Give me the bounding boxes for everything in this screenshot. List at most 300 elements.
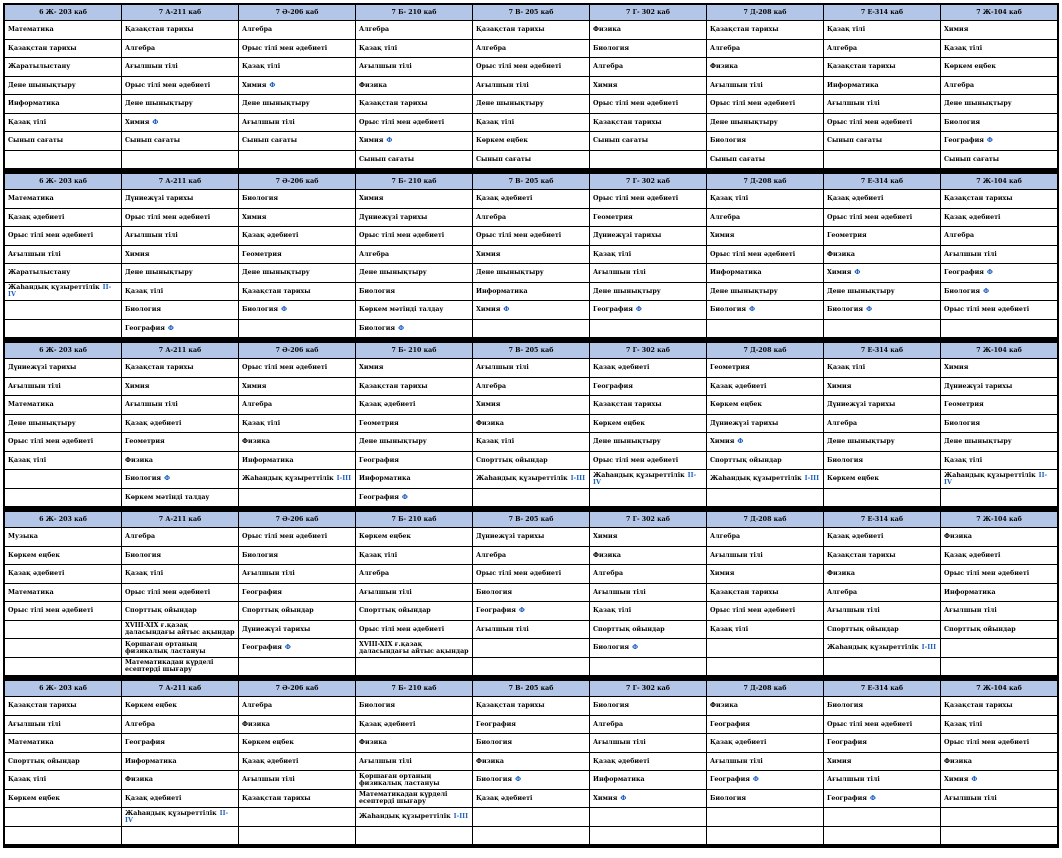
subject-text: Биология xyxy=(476,776,513,784)
subject-text: Орыс тілі мен әдебиеті xyxy=(125,213,211,221)
subject-text: Сынып сағаты xyxy=(944,155,1000,163)
column-header: 7 Ж-104 каб xyxy=(941,681,1058,697)
subject-text: Химия xyxy=(125,118,150,126)
subject-text: География xyxy=(242,588,282,596)
table-row xyxy=(5,697,1058,716)
schedule-cell xyxy=(356,301,473,320)
schedule-cell xyxy=(239,657,356,676)
schedule-cell xyxy=(473,602,590,621)
schedule-cell xyxy=(824,697,941,716)
subject-text: Қазақстан тарихы xyxy=(125,26,194,34)
subject-text: Химия xyxy=(827,382,852,390)
schedule-cell xyxy=(590,113,707,132)
subject-suffix: Ф xyxy=(503,306,510,314)
subject-text: Қазақ әдебиеті xyxy=(242,232,299,240)
column-header: 7 А-211 каб xyxy=(122,174,239,190)
subject-text: Химия xyxy=(944,364,969,372)
subject-text: Алгебра xyxy=(242,26,273,34)
column-header: 7 Б- 210 каб xyxy=(356,512,473,528)
subject-text: Орыс тілі мен әдебиеті xyxy=(710,250,796,258)
subject-text: Орыс тілі мен әдебиеті xyxy=(944,570,1030,578)
subject-text: Ағылшын тілі xyxy=(8,720,61,728)
subject-text: Геометрия xyxy=(242,250,282,258)
subject-text: Жаһандық құзыреттілік xyxy=(242,475,334,483)
subject-text: Химия xyxy=(125,250,150,258)
subject-text: Химия xyxy=(944,776,969,784)
schedule-cell xyxy=(941,808,1058,827)
subject-text: Қазақстан тарихы xyxy=(242,794,311,802)
schedule-cell xyxy=(473,565,590,584)
subject-text: Дүниежүзі тарихы xyxy=(593,232,662,240)
subject-text: Қазақ тілі xyxy=(476,118,515,126)
schedule-cell xyxy=(590,264,707,283)
subject-text: Физика xyxy=(593,26,621,34)
column-header: 6 Ж- 203 каб xyxy=(5,681,122,697)
subject-text: Алгебра xyxy=(125,720,156,728)
schedule-cell xyxy=(707,377,824,396)
column-header: 7 А-211 каб xyxy=(122,343,239,359)
schedule-cell xyxy=(824,546,941,565)
schedule-cell xyxy=(122,583,239,602)
subject-text: Орыс тілі мен әдебиеті xyxy=(593,195,679,203)
schedule-cell xyxy=(356,752,473,771)
schedule-cell xyxy=(824,451,941,470)
subject-text: География xyxy=(125,739,165,747)
subject-text: Орыс тілі мен әдебиеті xyxy=(8,438,94,446)
subject-text: Қазақ әдебиеті xyxy=(8,570,65,578)
subject-text: Қазақ әдебиеті xyxy=(476,794,533,802)
subject-text: Қазақстан тарихы xyxy=(125,364,194,372)
schedule-cell xyxy=(356,602,473,621)
subject-text: Көркем еңбек xyxy=(710,401,762,409)
header-row xyxy=(5,174,1058,190)
subject-text: Орыс тілі мен әдебиеті xyxy=(827,213,913,221)
schedule-cell xyxy=(5,58,122,77)
subject-text: Қазақ әдебиеті xyxy=(476,195,533,203)
schedule-cell xyxy=(5,227,122,246)
subject-text: Информатика xyxy=(827,81,879,89)
subject-text: Алгебра xyxy=(476,551,507,559)
schedule-cell xyxy=(590,639,707,658)
subject-text: Биология xyxy=(827,306,864,314)
subject-text: Геометрия xyxy=(710,364,750,372)
schedule-cell xyxy=(122,414,239,433)
schedule-cell xyxy=(473,414,590,433)
subject-text: Ағылшын тілі xyxy=(125,401,178,409)
schedule-cell xyxy=(5,132,122,151)
subject-text: Жаһандық құзыреттілік xyxy=(827,644,919,652)
subject-text: Химия xyxy=(827,757,852,765)
subject-text: Физика xyxy=(359,81,387,89)
subject-text: Қазақ әдебиеті xyxy=(944,213,1001,221)
subject-text: Информатика xyxy=(593,776,645,784)
subject-text: Ағылшын тілі xyxy=(125,63,178,71)
table-row xyxy=(5,620,1058,639)
schedule-cell xyxy=(473,528,590,547)
column-header: 7 Б- 210 каб xyxy=(356,5,473,21)
schedule-cell xyxy=(122,565,239,584)
schedule-cell xyxy=(122,771,239,790)
schedule-cell xyxy=(590,546,707,565)
schedule-cell xyxy=(122,639,239,658)
subject-text: Қазақ тілі xyxy=(359,551,398,559)
subject-text: Ағылшын тілі xyxy=(476,364,529,372)
subject-text: Биология xyxy=(827,456,864,464)
schedule-cell xyxy=(824,208,941,227)
schedule-cell xyxy=(590,282,707,301)
schedule-cell xyxy=(941,639,1058,658)
subject-text: Қоршаған ортаның физикалық ластануы xyxy=(359,772,440,787)
schedule-cell xyxy=(707,734,824,753)
schedule-cell xyxy=(590,76,707,95)
subject-text: География xyxy=(476,607,516,615)
schedule-cell xyxy=(473,301,590,320)
schedule-cell xyxy=(122,715,239,734)
subject-text: Қазақ тілі xyxy=(476,438,515,446)
schedule-cell xyxy=(707,190,824,209)
subject-text: Көркем еңбек xyxy=(8,551,60,559)
schedule-cell xyxy=(356,488,473,507)
column-header: 7 Е-314 каб xyxy=(824,174,941,190)
schedule-cell xyxy=(5,282,122,301)
schedule-cell xyxy=(824,150,941,169)
schedule-cell xyxy=(5,359,122,378)
subject-text: География xyxy=(944,137,984,145)
schedule-cell xyxy=(356,826,473,845)
subject-text: Қазақ әдебиеті xyxy=(827,533,884,541)
schedule-cell xyxy=(707,208,824,227)
subject-text: Алгебра xyxy=(593,570,624,578)
table-row xyxy=(5,113,1058,132)
column-header: 7 Б- 210 каб xyxy=(356,174,473,190)
subject-text: Дене шынықтыру xyxy=(125,269,193,277)
schedule-cell xyxy=(707,359,824,378)
schedule-cell xyxy=(707,451,824,470)
subject-text: Алгебра xyxy=(593,720,624,728)
schedule-cell xyxy=(239,433,356,452)
schedule-cell xyxy=(824,377,941,396)
subject-text: Ағылшын тілі xyxy=(359,63,412,71)
column-header: 7 Ж-104 каб xyxy=(941,343,1058,359)
subject-text: Алгебра xyxy=(359,26,390,34)
subject-text: Жаратылыстану xyxy=(8,63,71,71)
subject-suffix: Ф xyxy=(854,269,861,277)
subject-text: Қазақстан тарихы xyxy=(944,702,1013,710)
table-row xyxy=(5,488,1058,507)
schedule-cell xyxy=(473,95,590,114)
subject-text: Ағылшын тілі xyxy=(827,607,880,615)
header-row xyxy=(5,681,1058,697)
subject-suffix: Ф xyxy=(869,794,876,802)
table-row xyxy=(5,359,1058,378)
schedule-cell xyxy=(473,396,590,415)
column-header: 7 В- 205 каб xyxy=(473,174,590,190)
schedule-cell xyxy=(707,76,824,95)
subject-text: Ағылшын тілі xyxy=(710,551,763,559)
subject-text: Қазақ әдебиеті xyxy=(125,419,182,427)
schedule-cell xyxy=(707,546,824,565)
table-row xyxy=(5,470,1058,489)
schedule-cell xyxy=(473,245,590,264)
subject-text: Алгебра xyxy=(125,44,156,52)
subject-text: Биология xyxy=(359,324,396,332)
schedule-cell xyxy=(824,58,941,77)
schedule-cell xyxy=(707,470,824,489)
header-row xyxy=(5,5,1058,21)
schedule-cell xyxy=(473,789,590,808)
schedule-cell xyxy=(239,414,356,433)
subject-text: Алгебра xyxy=(827,588,858,596)
subject-text: Ағылшын тілі xyxy=(476,81,529,89)
schedule-cell xyxy=(239,132,356,151)
schedule-cell xyxy=(590,39,707,58)
table-row xyxy=(5,826,1058,845)
schedule-cell xyxy=(122,602,239,621)
table-row xyxy=(5,414,1058,433)
schedule-cell xyxy=(941,488,1058,507)
subject-text: Ағылшын тілі xyxy=(827,776,880,784)
subject-text: Химия xyxy=(359,137,384,145)
schedule-cell xyxy=(941,715,1058,734)
schedule-cell xyxy=(824,488,941,507)
subject-text: Геометрия xyxy=(827,232,867,240)
subject-text: Алгебра xyxy=(710,533,741,541)
schedule-cell xyxy=(5,264,122,283)
subject-text: Қазақ тілі xyxy=(944,456,983,464)
subject-text: Қазақ тілі xyxy=(944,44,983,52)
schedule-cell xyxy=(824,771,941,790)
subject-text: Биология xyxy=(476,588,513,596)
subject-text: Химия xyxy=(476,306,501,314)
column-header: 7 В- 205 каб xyxy=(473,343,590,359)
subject-text: Қазақ тілі xyxy=(593,250,632,258)
schedule-cell xyxy=(239,620,356,639)
schedule-cell xyxy=(473,190,590,209)
subject-text: Қазақ тілі xyxy=(125,570,164,578)
subject-text: Математикадан күрделі есептерді шығару xyxy=(125,659,214,674)
schedule-cell xyxy=(824,132,941,151)
schedule-cell xyxy=(590,734,707,753)
subject-suffix: Ф xyxy=(620,794,627,802)
subject-text: Орыс тілі мен әдебиеті xyxy=(359,118,445,126)
schedule-cell xyxy=(941,208,1058,227)
schedule-cell xyxy=(473,113,590,132)
schedule-cell xyxy=(5,377,122,396)
schedule-cell xyxy=(239,58,356,77)
column-header: 7 Ә-206 каб xyxy=(239,681,356,697)
schedule-cell xyxy=(5,771,122,790)
table-row xyxy=(5,227,1058,246)
table-row xyxy=(5,95,1058,114)
schedule-cell xyxy=(707,528,824,547)
day-block xyxy=(3,679,1059,848)
schedule-cell xyxy=(122,433,239,452)
schedule-cell xyxy=(590,58,707,77)
schedule-cell xyxy=(473,132,590,151)
table-row xyxy=(5,808,1058,827)
subject-text: Биология xyxy=(242,551,279,559)
subject-suffix: Ф xyxy=(167,324,174,332)
column-header: 7 А-211 каб xyxy=(122,512,239,528)
subject-text: Орыс тілі мен әдебиеті xyxy=(359,625,445,633)
schedule-cell xyxy=(707,58,824,77)
schedule-cell xyxy=(5,301,122,320)
schedule-cell xyxy=(824,245,941,264)
schedule-cell xyxy=(590,715,707,734)
schedule-cell xyxy=(941,602,1058,621)
column-header: 7 В- 205 каб xyxy=(473,681,590,697)
schedule-cell xyxy=(239,227,356,246)
subject-text: Қазақстан тарихы xyxy=(8,702,77,710)
table-row xyxy=(5,58,1058,77)
subject-text: Жаһандық құзыреттілік xyxy=(359,813,451,821)
subject-text: Сынып сағаты xyxy=(593,137,649,145)
table-row xyxy=(5,132,1058,151)
subject-text: Химия xyxy=(359,364,384,372)
subject-text: Қазақстан тарихы xyxy=(359,382,428,390)
schedule-cell xyxy=(239,190,356,209)
schedule-cell xyxy=(707,697,824,716)
schedule-cell xyxy=(824,808,941,827)
subject-text: Биология xyxy=(125,475,162,483)
schedule-cell xyxy=(122,132,239,151)
subject-text: Спорттық ойындар xyxy=(593,625,665,633)
schedule-cell xyxy=(122,319,239,338)
schedule-cell xyxy=(122,150,239,169)
table-row xyxy=(5,639,1058,658)
subject-text: Дене шынықтыру xyxy=(242,269,310,277)
subject-suffix: I-III xyxy=(921,644,937,652)
subject-text: Алгебра xyxy=(827,44,858,52)
subject-text: Дене шынықтыру xyxy=(8,81,76,89)
schedule-cell xyxy=(707,245,824,264)
column-header: 7 Г- 302 каб xyxy=(590,174,707,190)
subject-text: Қазақ тілі xyxy=(593,607,632,615)
schedule-cell xyxy=(5,21,122,40)
subject-text: Спорттық ойындар xyxy=(359,607,431,615)
schedule-cell xyxy=(707,21,824,40)
subject-suffix: I-III xyxy=(453,813,469,821)
subject-suffix: Ф xyxy=(752,776,759,784)
subject-text: Биология xyxy=(944,118,981,126)
schedule-cell xyxy=(824,602,941,621)
subject-text: Ағылшын тілі xyxy=(359,588,412,596)
subject-text: Геометрия xyxy=(593,213,633,221)
day-table xyxy=(4,4,1058,169)
schedule-cell xyxy=(473,39,590,58)
schedule-cell xyxy=(239,319,356,338)
schedule-cell xyxy=(590,433,707,452)
subject-text: Математика xyxy=(8,739,54,747)
day-table xyxy=(4,173,1058,338)
subject-text: Биология xyxy=(593,44,630,52)
schedule-cell xyxy=(356,21,473,40)
subject-suffix: Ф xyxy=(971,776,978,784)
schedule-cell xyxy=(824,789,941,808)
schedule-cell xyxy=(239,602,356,621)
schedule-cell xyxy=(707,414,824,433)
schedule-cell xyxy=(122,546,239,565)
table-row xyxy=(5,583,1058,602)
schedule-cell xyxy=(824,734,941,753)
subject-text: Алгебра xyxy=(359,570,390,578)
subject-suffix: Ф xyxy=(986,137,993,145)
subject-suffix: Ф xyxy=(401,493,408,501)
schedule-cell xyxy=(5,639,122,658)
subject-text: Орыс тілі мен әдебиеті xyxy=(827,118,913,126)
subject-text: Математика xyxy=(8,26,54,34)
schedule-cell xyxy=(356,734,473,753)
subject-text: Қазақ тілі xyxy=(827,364,866,372)
table-row xyxy=(5,789,1058,808)
schedule-cell xyxy=(5,826,122,845)
subject-text: Физика xyxy=(125,776,153,784)
subject-suffix: I-III xyxy=(570,475,586,483)
subject-text: Көркем мәтінді талдау xyxy=(359,306,444,314)
subject-text: Дене шынықтыру xyxy=(710,287,778,295)
schedule-cell xyxy=(122,245,239,264)
schedule-cell xyxy=(473,657,590,676)
schedule-cell xyxy=(824,565,941,584)
subject-suffix: Ф xyxy=(164,475,171,483)
schedule-cell xyxy=(590,150,707,169)
schedule-cell xyxy=(356,377,473,396)
subject-text: Алгебра xyxy=(359,250,390,258)
subject-text: Дене шынықтыру xyxy=(593,438,661,446)
subject-text: География xyxy=(593,382,633,390)
subject-text: Биология xyxy=(125,551,162,559)
schedule-cell xyxy=(707,715,824,734)
subject-text: Орыс тілі мен әдебиеті xyxy=(827,720,913,728)
subject-text: Музыка xyxy=(8,533,38,541)
schedule-cell xyxy=(473,208,590,227)
column-header: 7 Г- 302 каб xyxy=(590,343,707,359)
subject-text: Математика xyxy=(8,588,54,596)
schedule-cell xyxy=(239,826,356,845)
subject-text: Қазақ әдебиеті xyxy=(242,757,299,765)
subject-text: Дене шынықтыру xyxy=(359,438,427,446)
schedule-cell xyxy=(473,433,590,452)
schedule-cell xyxy=(122,657,239,676)
day-block xyxy=(3,510,1059,679)
subject-text: Қазақ әдебиеті xyxy=(827,195,884,203)
schedule-cell xyxy=(122,488,239,507)
schedule-cell xyxy=(5,565,122,584)
subject-text: Орыс тілі мен әдебиеті xyxy=(125,588,211,596)
schedule-cell xyxy=(122,190,239,209)
table-row xyxy=(5,319,1058,338)
column-header: 7 Б- 210 каб xyxy=(356,343,473,359)
schedule-cell xyxy=(239,396,356,415)
subject-text: Жаһандық құзыреттілік xyxy=(476,475,568,483)
subject-text: Физика xyxy=(710,63,738,71)
column-header: 7 Д-208 каб xyxy=(707,174,824,190)
schedule-cell xyxy=(5,396,122,415)
subject-text: Сынып сағаты xyxy=(476,155,532,163)
schedule-cell xyxy=(356,433,473,452)
subject-text: Физика xyxy=(827,250,855,258)
schedule-cell xyxy=(5,208,122,227)
subject-text: Орыс тілі мен әдебиеті xyxy=(593,100,679,108)
table-row xyxy=(5,301,1058,320)
subject-text: Информатика xyxy=(242,456,294,464)
column-header: 6 Ж- 203 каб xyxy=(5,512,122,528)
subject-text: Қазақ тілі xyxy=(8,776,47,784)
subject-text: Қазақстан тарихы xyxy=(242,287,311,295)
subject-text: Физика xyxy=(242,438,270,446)
schedule-cell xyxy=(356,639,473,658)
subject-text: Дене шынықтыру xyxy=(476,100,544,108)
